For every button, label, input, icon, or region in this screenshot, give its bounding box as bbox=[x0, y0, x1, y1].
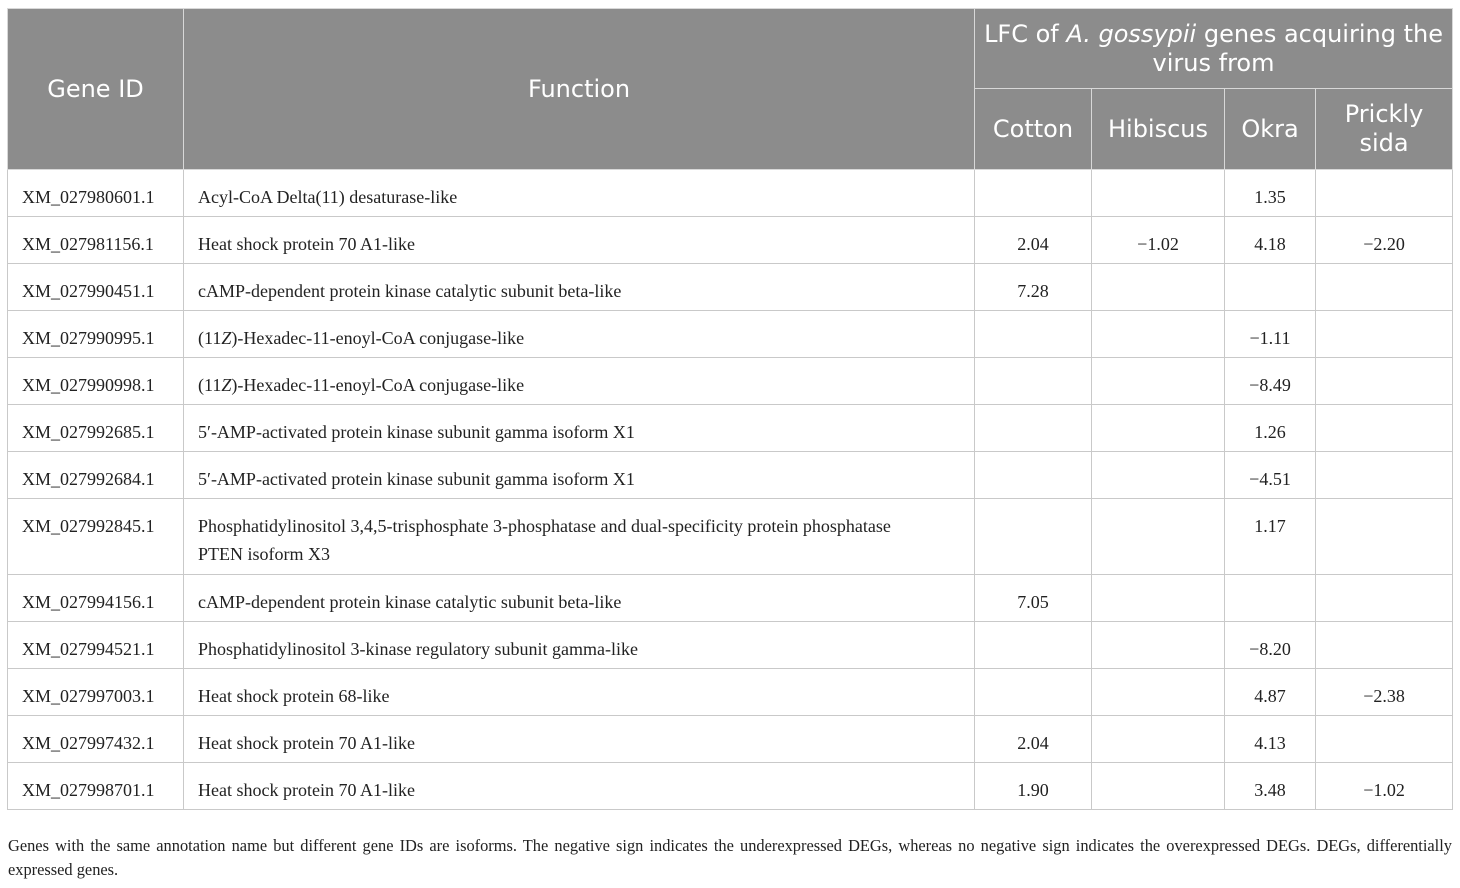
table-header bbox=[8, 9, 1453, 170]
gene-id-cell: XM_027994521.1 bbox=[8, 622, 184, 669]
gene-id-cell: XM_027990998.1 bbox=[8, 358, 184, 405]
lfc-cell-prickly-sida bbox=[1316, 622, 1453, 669]
lfc-cell-hibiscus bbox=[1092, 311, 1225, 358]
gene-id-cell: XM_027997003.1 bbox=[8, 669, 184, 716]
lfc-cell-okra: 1.26 bbox=[1225, 405, 1316, 452]
lfc-cell-hibiscus bbox=[1092, 575, 1225, 622]
lfc-cell-prickly-sida: −2.38 bbox=[1316, 669, 1453, 716]
lfc-cell-cotton: 7.28 bbox=[975, 264, 1092, 311]
lfc-cell-okra: −8.49 bbox=[1225, 358, 1316, 405]
function-text-post: )-Hexadec-11-enoyl-CoA conjugase-like bbox=[231, 375, 525, 395]
lfc-cell-prickly-sida bbox=[1316, 575, 1453, 622]
function-cell: Heat shock protein 70 A1-like bbox=[184, 217, 975, 264]
lfc-cell-cotton bbox=[975, 452, 1092, 499]
lfc-cell-cotton bbox=[975, 311, 1092, 358]
function-text-post: )-Hexadec-11-enoyl-CoA conjugase-like bbox=[231, 328, 525, 348]
header-lfc-suffix: genes acquiring the virus from bbox=[1152, 19, 1443, 77]
gene-id-cell: XM_027998701.1 bbox=[8, 763, 184, 810]
gene-id-cell: XM_027990995.1 bbox=[8, 311, 184, 358]
lfc-cell-okra: −4.51 bbox=[1225, 452, 1316, 499]
table-row bbox=[8, 405, 1453, 452]
function-cell: 5′-AMP-activated protein kinase subunit gamma isoform X1 bbox=[184, 452, 975, 499]
lfc-cell-hibiscus bbox=[1092, 170, 1225, 217]
lfc-cell-cotton: 1.90 bbox=[975, 763, 1092, 810]
function-cell: Acyl-CoA Delta(11) desaturase-like bbox=[184, 170, 975, 217]
lfc-cell-cotton bbox=[975, 405, 1092, 452]
gene-id-cell: XM_027992685.1 bbox=[8, 405, 184, 452]
table-row bbox=[8, 170, 1453, 217]
lfc-cell-hibiscus bbox=[1092, 452, 1225, 499]
table-row bbox=[8, 622, 1453, 669]
lfc-cell-hibiscus bbox=[1092, 264, 1225, 311]
lfc-cell-prickly-sida bbox=[1316, 716, 1453, 763]
lfc-cell-prickly-sida bbox=[1316, 311, 1453, 358]
lfc-cell-prickly-sida bbox=[1316, 452, 1453, 499]
header-host-okra: Okra bbox=[1225, 89, 1316, 170]
lfc-cell-hibiscus bbox=[1092, 716, 1225, 763]
lfc-cell-okra: 1.17 bbox=[1225, 499, 1316, 575]
table-footnote: Genes with the same annotation name but different gene IDs are isoforms. The negative sign indicates the underexpressed DEGs, whereas no negative sign indicates the overexpressed DEGs. DEGs, differentially expressed genes. bbox=[8, 836, 1452, 879]
header-lfc-prefix: LFC of bbox=[984, 19, 1067, 48]
lfc-cell-okra: 1.35 bbox=[1225, 170, 1316, 217]
lfc-cell-okra: −1.11 bbox=[1225, 311, 1316, 358]
header-host-hibiscus: Hibiscus bbox=[1092, 89, 1225, 170]
header-lfc-species: A. gossypii bbox=[1066, 19, 1197, 48]
table-row bbox=[8, 358, 1453, 405]
gene-id-cell: XM_027980601.1 bbox=[8, 170, 184, 217]
header-lfc-group bbox=[975, 9, 1453, 89]
function-text-pre: (11 bbox=[198, 328, 222, 348]
header-gene-id: Gene ID bbox=[8, 9, 184, 170]
lfc-cell-cotton bbox=[975, 170, 1092, 217]
function-cell: Phosphatidylinositol 3,4,5-trisphosphate 3-phosphatase and dual-specificity protein phosphatase PTEN isoform X3 bbox=[184, 499, 975, 575]
table-row bbox=[8, 311, 1453, 358]
gene-id-cell: XM_027994156.1 bbox=[8, 575, 184, 622]
lfc-cell-hibiscus bbox=[1092, 669, 1225, 716]
table-row bbox=[8, 575, 1453, 622]
lfc-cell-prickly-sida bbox=[1316, 499, 1453, 575]
function-cell: 5′-AMP-activated protein kinase subunit gamma isoform X1 bbox=[184, 405, 975, 452]
lfc-cell-hibiscus: −1.02 bbox=[1092, 217, 1225, 264]
table-row bbox=[8, 264, 1453, 311]
lfc-cell-prickly-sida bbox=[1316, 170, 1453, 217]
header-host-cotton: Cotton bbox=[975, 89, 1092, 170]
gene-id-cell: XM_027997432.1 bbox=[8, 716, 184, 763]
function-cell: cAMP-dependent protein kinase catalytic subunit beta-like bbox=[184, 264, 975, 311]
header-row-top bbox=[8, 9, 1453, 89]
function-cell bbox=[184, 311, 975, 358]
lfc-cell-cotton bbox=[975, 669, 1092, 716]
gene-id-cell: XM_027981156.1 bbox=[8, 217, 184, 264]
table-row bbox=[8, 452, 1453, 499]
lfc-cell-hibiscus bbox=[1092, 358, 1225, 405]
table-row bbox=[8, 716, 1453, 763]
lfc-cell-okra bbox=[1225, 575, 1316, 622]
lfc-cell-okra bbox=[1225, 264, 1316, 311]
table-row bbox=[8, 217, 1453, 264]
lfc-cell-hibiscus bbox=[1092, 499, 1225, 575]
lfc-cell-prickly-sida bbox=[1316, 264, 1453, 311]
lfc-cell-cotton: 7.05 bbox=[975, 575, 1092, 622]
function-cell: cAMP-dependent protein kinase catalytic subunit beta-like bbox=[184, 575, 975, 622]
lfc-cell-prickly-sida: −1.02 bbox=[1316, 763, 1453, 810]
lfc-cell-cotton: 2.04 bbox=[975, 217, 1092, 264]
lfc-cell-prickly-sida bbox=[1316, 358, 1453, 405]
function-cell: Heat shock protein 68-like bbox=[184, 669, 975, 716]
lfc-cell-prickly-sida bbox=[1316, 405, 1453, 452]
lfc-cell-okra: 4.18 bbox=[1225, 217, 1316, 264]
lfc-cell-okra: 3.48 bbox=[1225, 763, 1316, 810]
header-function: Function bbox=[184, 9, 975, 170]
table-body bbox=[8, 170, 1453, 810]
table-row bbox=[8, 763, 1453, 810]
lfc-cell-okra: −8.20 bbox=[1225, 622, 1316, 669]
function-text-italic: Z bbox=[221, 375, 232, 395]
function-cell: Phosphatidylinositol 3-kinase regulatory subunit gamma-like bbox=[184, 622, 975, 669]
header-host-prickly-sida: Prickly sida bbox=[1316, 89, 1453, 170]
gene-id-cell: XM_027990451.1 bbox=[8, 264, 184, 311]
lfc-cell-cotton bbox=[975, 622, 1092, 669]
function-cell bbox=[184, 358, 975, 405]
function-cell: Heat shock protein 70 A1-like bbox=[184, 716, 975, 763]
lfc-cell-okra: 4.87 bbox=[1225, 669, 1316, 716]
lfc-cell-cotton bbox=[975, 358, 1092, 405]
table-row bbox=[8, 669, 1453, 716]
lfc-cell-cotton: 2.04 bbox=[975, 716, 1092, 763]
lfc-cell-prickly-sida: −2.20 bbox=[1316, 217, 1453, 264]
lfc-cell-hibiscus bbox=[1092, 405, 1225, 452]
lfc-cell-cotton bbox=[975, 499, 1092, 575]
deg-table bbox=[7, 8, 1453, 810]
function-cell: Heat shock protein 70 A1-like bbox=[184, 763, 975, 810]
lfc-cell-hibiscus bbox=[1092, 622, 1225, 669]
lfc-cell-okra: 4.13 bbox=[1225, 716, 1316, 763]
gene-id-cell: XM_027992845.1 bbox=[8, 499, 184, 575]
function-text-italic: Z bbox=[221, 328, 232, 348]
gene-id-cell: XM_027992684.1 bbox=[8, 452, 184, 499]
table-row bbox=[8, 499, 1453, 575]
function-text-pre: (11 bbox=[198, 375, 222, 395]
lfc-cell-hibiscus bbox=[1092, 763, 1225, 810]
